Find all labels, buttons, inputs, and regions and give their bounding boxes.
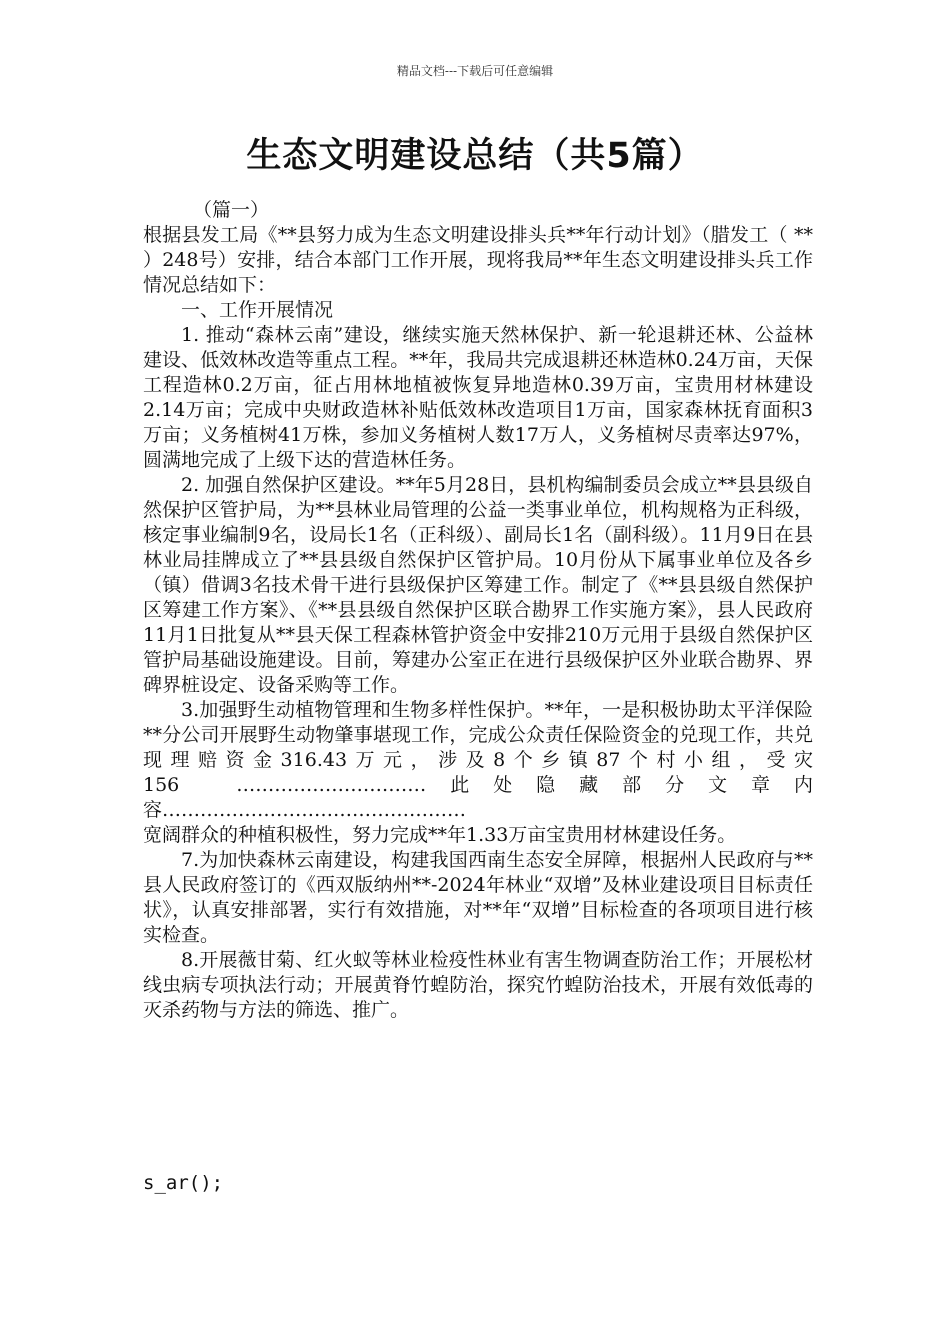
paragraph-wildlife xyxy=(143,698,813,823)
wildlife-text: 3.加强野生动植物管理和生物多样性保护。**年，一是积极协助太平洋保险**分公司开展野生动物肇事堪现工作，完成公众责任保险资金的兑现工作，共兑现理赔资金316.43万元，涉及8个乡镇87个村小组，受灾156 xyxy=(143,699,813,796)
part-label: （篇一） xyxy=(193,199,270,221)
code-line: s_ar(); xyxy=(143,1172,224,1194)
paragraph-7: 7.为加快森林云南建设，构建我国西南生态安全屏障，根据州人民政府与**县人民政府签订的《西双版纳州**-2024年林业“双增”及林业建设项目目标责任状》，认真安排部署，实行有效措施，对**年“双增”目标检查的各项项目进行核实检查。 xyxy=(143,849,813,946)
hidden-content-marker: …………………………此处隐藏部分文章内容………………………………………… xyxy=(143,774,813,821)
paragraph-forest-yunnan: 1. 推动“森林云南”建设，继续实施天然林保护、新一轮退耕还林、公益林建设、低效林改造等重点工程。**年，我局共完成退耕还林造林0.24万亩，天保工程造林0.2万亩，征占用林地植被恢复异地造林0.39万亩，宝贵用材林建设2.14万亩；完成中央财政造林补贴低效林改造项目1万亩，国家森林抚育面积3万亩；义务植树41万株，参加义务植树人数17万人，义务植树尽责率达97%，圆满地完成了上级下达的营造林任务。 xyxy=(143,324,813,471)
paragraph-8: 8.开展薇甘菊、红火蚁等林业检疫性林业有害生物调查防治工作；开展松材线虫病专项执法行动；开展黄脊竹蝗防治，探究竹蝗防治技术，开展有效低毒的灭杀药物与方法的筛选、推广。 xyxy=(143,949,813,1021)
document-body xyxy=(143,198,813,1023)
paragraph-nature-reserve: 2. 加强自然保护区建设。**年5月28日，县机构编制委员会成立**县县级自然保护区管护局，为**县林业局管理的公益一类事业单位，机构规格为正科级，核定事业编制9名，设局长1名（正科级）、副局长1名（副科级）。11月9日在县林业局挂牌成立了**县县级自然保护区管护局。10月份从下属事业单位及各乡（镇）借调3名技术骨干进行县级保护区筹建工作。制定了《**县县级自然保护区筹建工作方案》、《**县县级自然保护区联合勘界工作实施方案》，县人民政府11月1日批复从**县天保工程森林管护资金中安排210万元用于县级自然保护区管护局基础设施建设。目前，筹建办公室正在进行县级保护区外业联合勘界、界碑界桩设定、设备采购等工作。 xyxy=(143,474,813,696)
intro-paragraph: 根据县发工局《**县努力成为生态文明建设排头兵**年行动计划》（腊发工（ ** ）248号）安排，结合本部门工作开展，现将我局**年生态文明建设排头兵工作情况总结如下： xyxy=(143,224,813,296)
section-heading: 一、工作开展情况 xyxy=(181,299,334,321)
header-note: 精品文档---下载后可任意编辑 xyxy=(396,64,554,78)
document-title: 生态文明建设总结（共5篇） xyxy=(246,136,704,176)
paragraph-continued: 宽阔群众的种植积极性，努力完成**年1.33万亩宝贵用材林建设任务。 xyxy=(143,824,737,846)
